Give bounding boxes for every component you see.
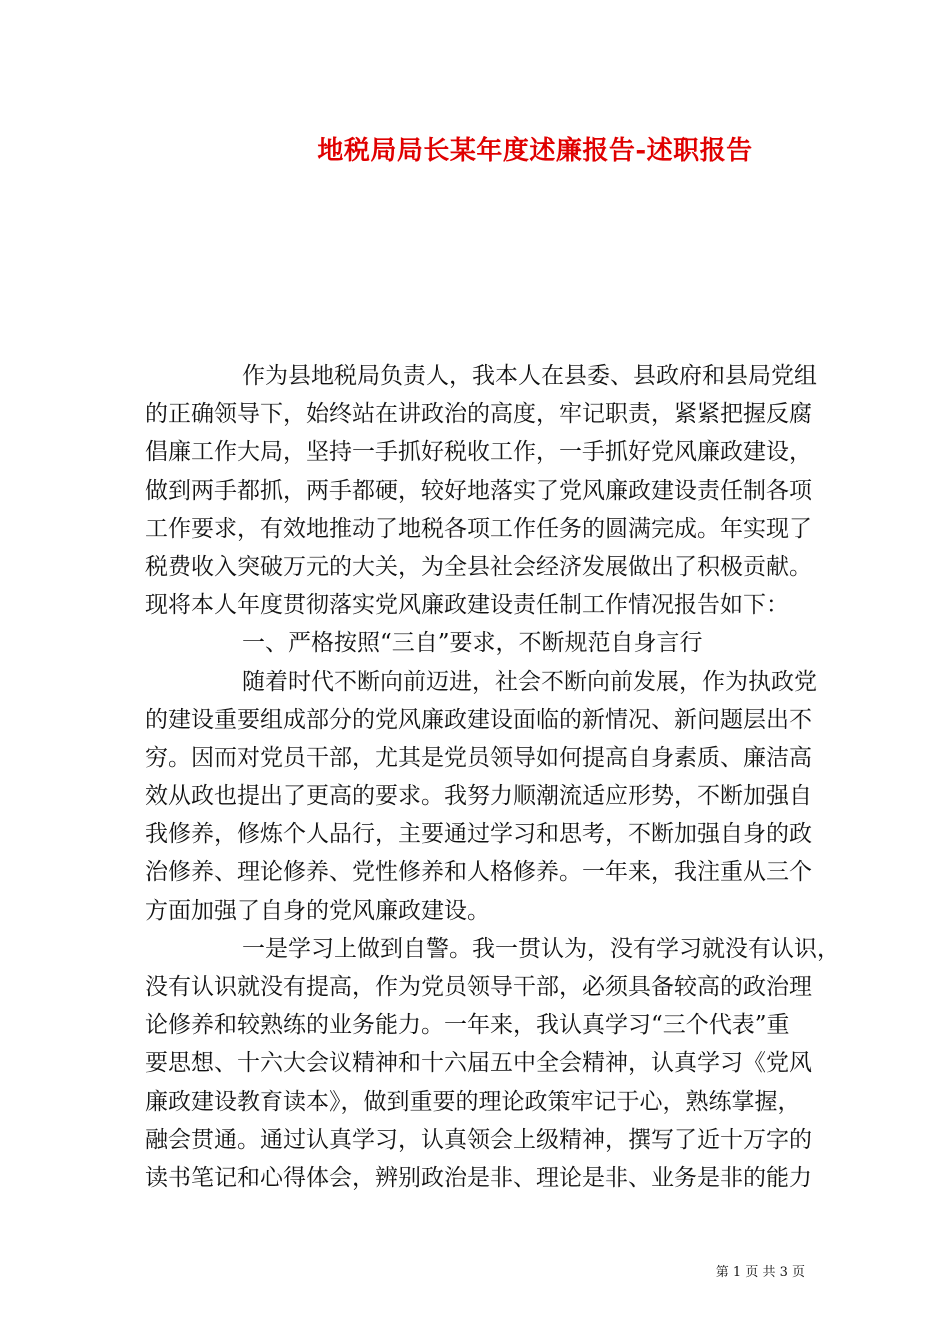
paragraph-line: 一是学习上做到自警。我一贯认为，没有学习就没有认识， [242, 935, 840, 962]
paragraph-line: 倡廉工作大局，坚持一手抓好税收工作，一手抓好党风廉政建设， [145, 439, 812, 466]
paragraph-line: 没有认识就没有提高，作为党员领导干部，必须具备较高的政治理 [145, 974, 812, 1000]
paragraph-line: 我修养，修炼个人品行，主要通过学习和思考，不断加强自身的政 [145, 821, 812, 848]
paragraph-line: 融会贯通。通过认真学习，认真领会上级精神，撰写了近十万字的 [145, 1126, 812, 1153]
paragraph-line: 现将本人年度贯彻落实党风廉政建设责任制工作情况报告如下： [145, 592, 789, 619]
paragraph-line: 要思想、十六大会议精神和十六届五中全会精神，认真学习《党风 [145, 1050, 812, 1077]
paragraph-line: 作为县地税局负责人，我本人在县委、县政府和县局党组 [242, 363, 817, 389]
paragraph-line: 做到两手都抓，两手都硬，较好地落实了党风廉政建设责任制各项 [145, 477, 812, 504]
section-heading: 一、严格按照“三自”要求，不断规范自身言行 [242, 630, 703, 657]
paragraph-line: 税费收入突破万元的大关，为全县社会经济发展做出了积极贡献。 [145, 553, 812, 580]
paragraph-line: 治修养、理论修养、党性修养和人格修养。一年来，我注重从三个 [145, 859, 812, 886]
document-title: 地税局局长某年度述廉报告-述职报告 [317, 136, 753, 166]
paragraph-line: 工作要求，有效地推动了地税各项工作任务的圆满完成。年实现了 [145, 515, 812, 542]
paragraph-line: 读书笔记和心得体会，辨别政治是非、理论是非、业务是非的能力 [145, 1164, 812, 1191]
paragraph-line: 随着时代不断向前迈进，社会不断向前发展，作为执政党 [242, 668, 817, 695]
document-body [145, 357, 840, 1197]
paragraph-line: 廉政建设教育读本》，做到重要的理论政策牢记于心，熟练掌握， [145, 1088, 801, 1115]
paragraph-line: 效从政也提出了更高的要求。我努力顺潮流适应形势，不断加强自 [145, 783, 812, 810]
paragraph-line: 的正确领导下，始终站在讲政治的高度，牢记职责，紧紧把握反腐 [145, 401, 812, 428]
paragraph-line: 穷。因而对党员干部，尤其是党员领导如何提高自身素质、廉洁高 [145, 744, 812, 771]
page-number: 第 1 页 共 3 页 [715, 1265, 805, 1280]
paragraph-line: 方面加强了自身的党风廉政建设。 [145, 897, 490, 924]
paragraph-line: 的建设重要组成部分的党风廉政建设面临的新情况、新问题层出不 [145, 706, 812, 733]
paragraph-line: 论修养和较熟练的业务能力。一年来，我认真学习“三个代表”重 [145, 1012, 790, 1039]
